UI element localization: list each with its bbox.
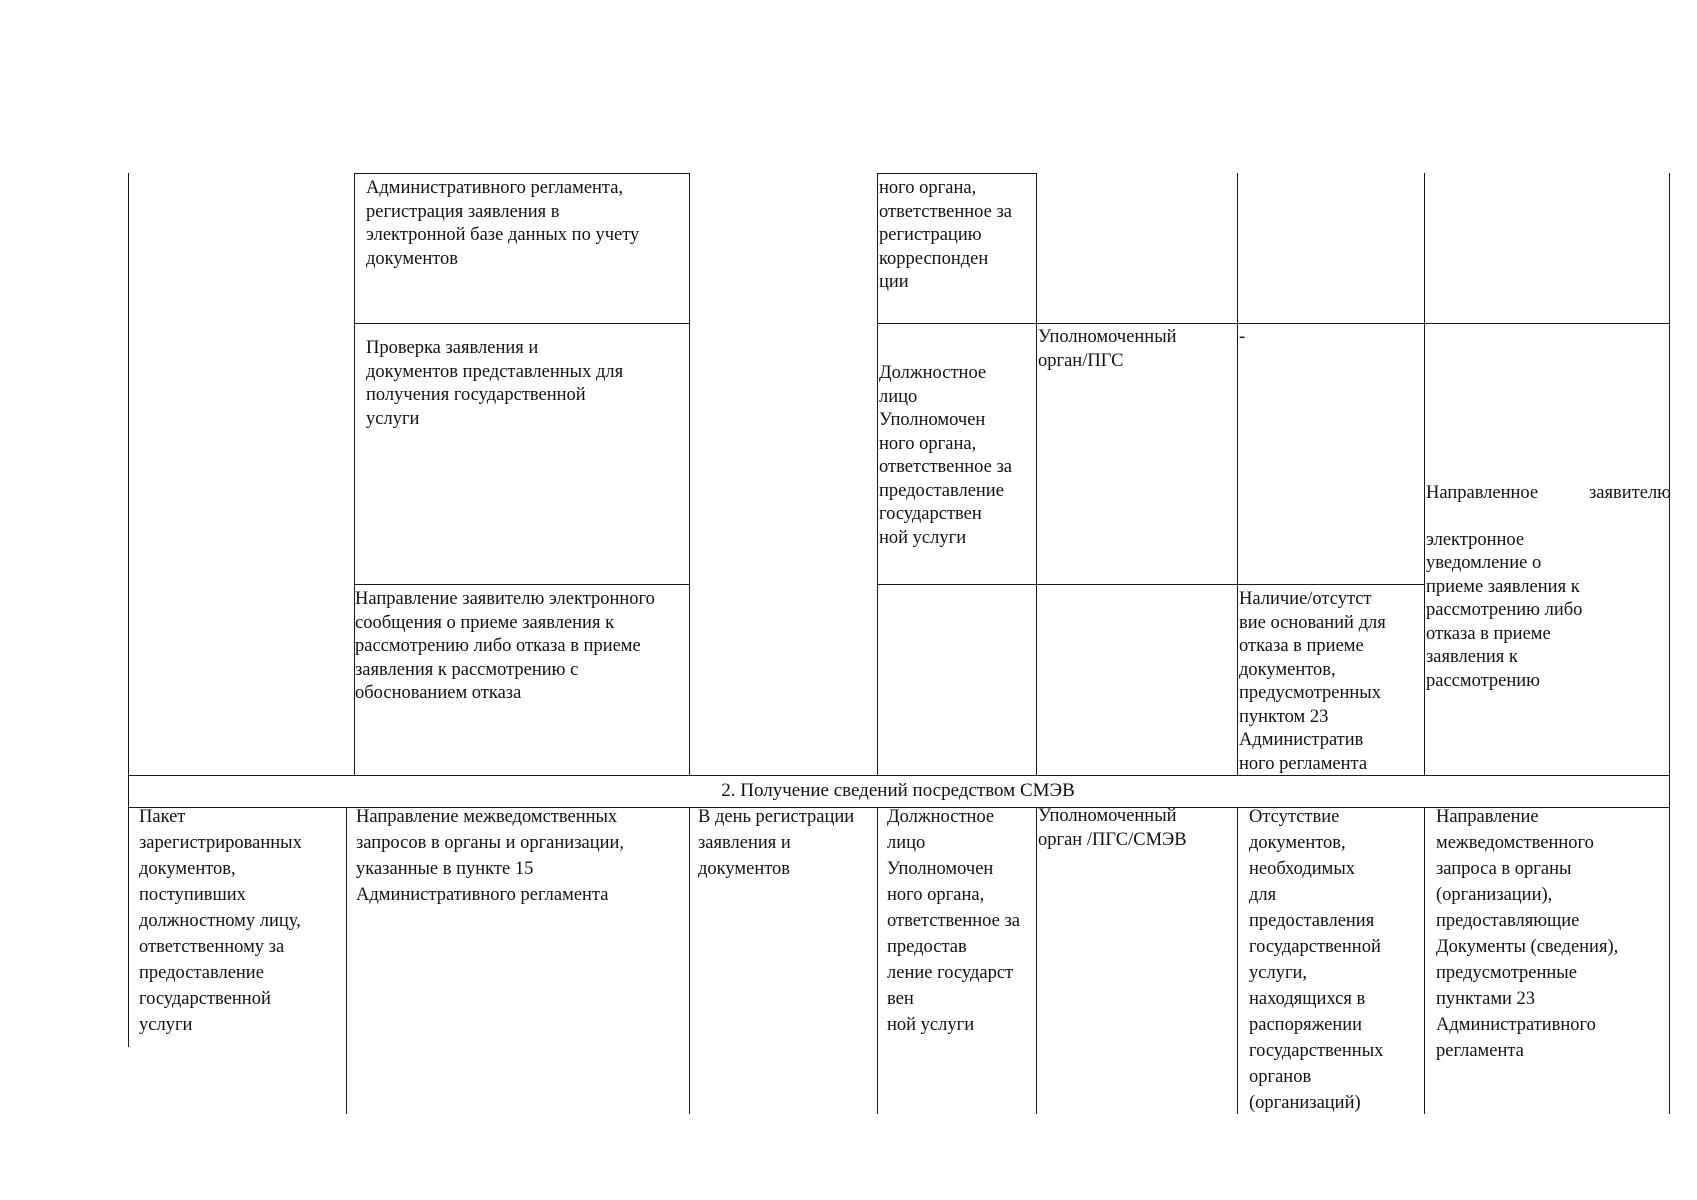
- bottom-action-text: Направление межведомственных запросов в органы и организации, указанные в пункте 15 Административного регламента: [356, 807, 625, 905]
- row1-step-text: Административного регламента, регистрация заявления в электронной базе данных по учету документов: [366, 178, 640, 269]
- bottom-result-text: Направление межведомственного запроса в органы (организации), предоставляющие Документы (сведения), предусмотренные пунктами 23 Административного регламента: [1436, 807, 1619, 1061]
- table-col-divider-5: [1237, 173, 1238, 775]
- row1-top-step: [354, 173, 690, 174]
- row2-official-text: Должностное лицо Уполномочен ного органа, ответственное за предоставление государствен ной услуги: [879, 363, 1013, 548]
- lower-col-divider-4: [1036, 807, 1037, 1114]
- bottom-resources-text: Уполномоченный орган /ПГС/СМЭВ: [1038, 806, 1187, 850]
- row2-step-text: Проверка заявления и документов представленных для получения государственной услуги: [366, 338, 624, 429]
- table-border-left: [128, 173, 129, 1047]
- bottom-basis-text: Пакет зарегистрированных документов, поступивших должностному лицу, ответственному за предоставление государственной услуги: [139, 807, 302, 1035]
- bottom-official-text: Должностное лицо Уполномочен ного органа, ответственное за предостав ление государст вен ной услуги: [887, 807, 1021, 1035]
- result-word-1: Направленное: [1426, 482, 1539, 503]
- row1-top-official: [877, 173, 1037, 174]
- row3-step-text: Направление заявителю электронного сообщения о приеме заявления к рассмотрению либо отказа в приеме заявления к рассмотрению с обоснованием отказа: [355, 589, 655, 703]
- lower-col-divider-2: [689, 807, 690, 1114]
- bottom-term-text: В день регистрации заявления и документов: [698, 807, 855, 879]
- row2-bottom-step: [354, 584, 690, 585]
- lower-col-divider-5: [1237, 807, 1238, 1114]
- row2-result-rest: электронное уведомление о приеме заявления к рассмотрению либо отказа в приеме заявления к рассмотрению: [1426, 529, 1583, 691]
- lower-col-divider-3: [877, 807, 878, 1114]
- row2-criteria-text: -: [1239, 327, 1246, 347]
- result-word-2: заявителю: [1588, 482, 1671, 503]
- row3-criteria-text: Наличие/отсутст вие оснований для отказа в приеме документов, предусмотренных пунктом 23 Административ ного регламента: [1239, 589, 1386, 774]
- lower-col-divider-6: [1424, 807, 1425, 1114]
- section-title: 2. Получение сведений посредством СМЭВ: [721, 780, 1075, 801]
- table-col-divider-3: [877, 173, 878, 775]
- row2-result-cell: [1426, 458, 1671, 717]
- lower-col-divider-1: [346, 807, 347, 1114]
- row2-resources-text: Уполномоченный орган/ПГС: [1038, 327, 1177, 371]
- table-col-divider-6: [1424, 173, 1425, 775]
- bottom-criteria-text: Отсутствие документов, необходимых для предоставления государственной услуги, находящихся в распоряжении государственных органов (организаций): [1249, 807, 1384, 1113]
- table-col-divider-2: [689, 173, 690, 775]
- row2-bottom-mid: [877, 584, 1425, 585]
- row2-result-first-line: [1426, 482, 1671, 506]
- row1-bottom-right: [877, 323, 1670, 324]
- row1-official-text: ного органа, ответственное за регистрацию корреспонден ции: [879, 178, 1013, 292]
- row1-bottom-step: [354, 323, 690, 324]
- table-col-divider-4: [1036, 173, 1037, 775]
